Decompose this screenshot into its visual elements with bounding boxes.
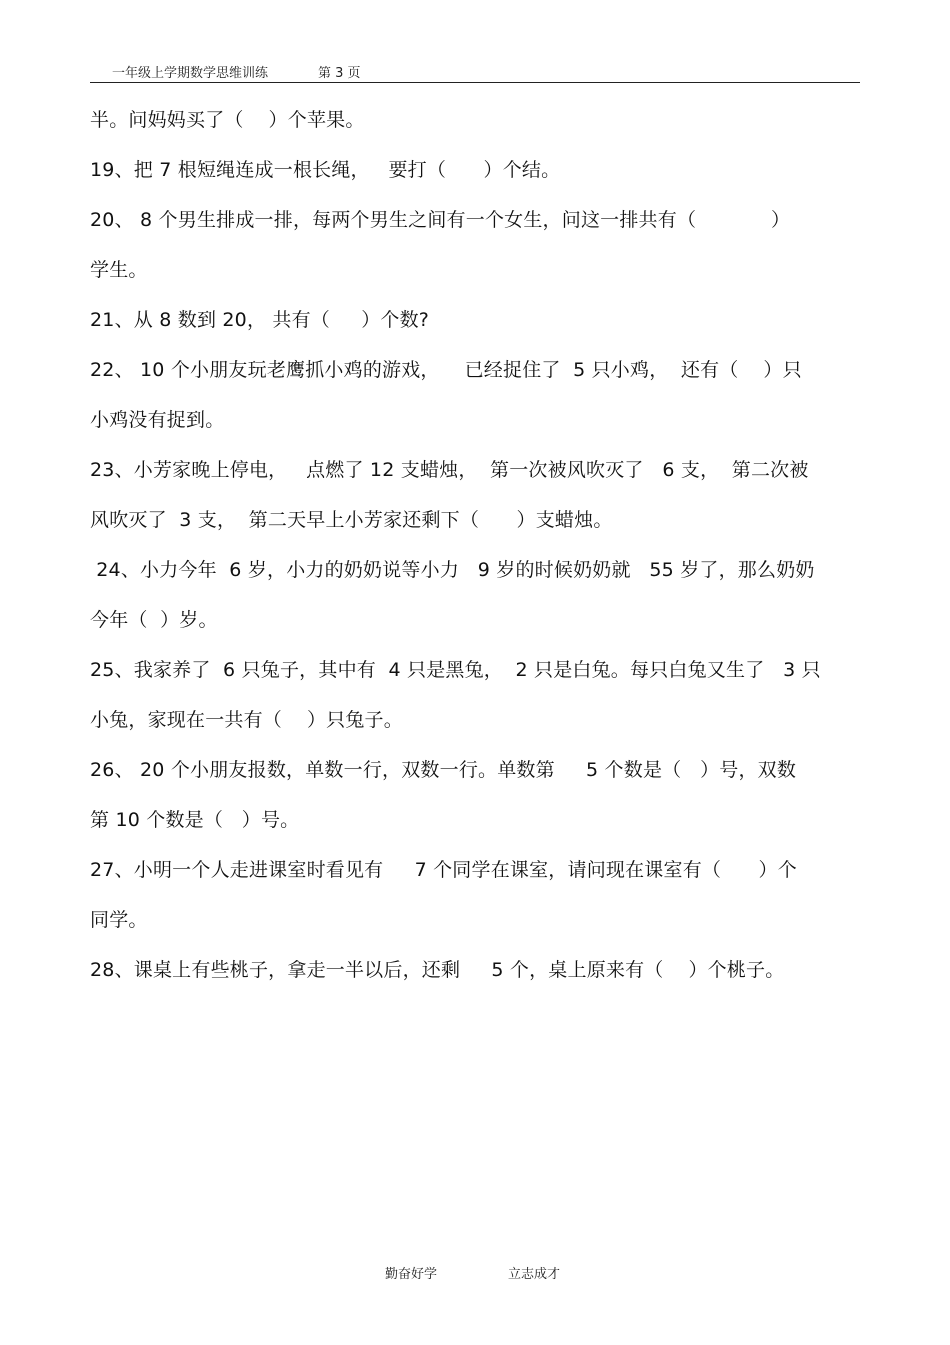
page-header [90, 60, 860, 83]
question-line: 28、课桌上有些桃子，拿走一半以后，还剩 5 个，桌上原来有（ ）个桃子。 [90, 959, 785, 981]
page-number: 第 3 页 [318, 66, 361, 81]
question-line: 24、小力今年 6 岁，小力的奶奶说等小力 9 岁的时候奶奶就 55 岁了，那么奶奶 [90, 559, 815, 581]
question-line: 20、 8 个男生排成一排，每两个男生之间有一个女生，问这一排共有（ ） [90, 209, 791, 231]
question-line: 27、小明一个人走进课室时看见有 7 个同学在课室，请问现在课室有（ ）个 [90, 859, 797, 881]
page-footer [0, 1263, 950, 1283]
question-line: 23、小芳家晚上停电， 点燃了 12 支蜡烛， 第一次被风吹灭了 6 支， 第二次被 [90, 459, 809, 481]
question-line: 21、从 8 数到 20， 共有（ ）个数? [90, 309, 430, 331]
question-line: 25、我家养了 6 只兔子，其中有 4 只是黑兔， 2 只是白兔。每只白兔又生了 3 只 [90, 659, 821, 681]
question-line: 小兔，家现在一共有（ ）只兔子。 [90, 709, 403, 731]
question-line: 半。问妈妈买了（ ）个苹果。 [90, 109, 365, 131]
question-line: 今年（ ）岁。 [90, 609, 218, 631]
question-line: 19、把 7 根短绳连成一根长绳， 要打（ ）个结。 [90, 159, 561, 181]
footer-motto-left: 勤奋好学 [385, 1267, 438, 1282]
question-line: 学生。 [90, 259, 148, 281]
question-line: 第 10 个数是（ ）号。 [90, 809, 300, 831]
footer-motto-right: 立志成才 [508, 1267, 561, 1282]
question-line: 同学。 [90, 909, 148, 931]
question-list [90, 95, 860, 995]
question-line: 26、 20 个小朋友报数，单数一行，双数一行。单数第 5 个数是（ ）号，双数 [90, 759, 797, 781]
header-title: 一年级上学期数学思维训练 [112, 66, 269, 81]
question-line: 22、 10 个小朋友玩老鹰抓小鸡的游戏， 已经捉住了 5 只小鸡， 还有（ ）只 [90, 359, 802, 381]
question-line: 小鸡没有捉到。 [90, 409, 225, 431]
question-line: 风吹灭了 3 支， 第二天早上小芳家还剩下（ ）支蜡烛。 [90, 509, 613, 531]
